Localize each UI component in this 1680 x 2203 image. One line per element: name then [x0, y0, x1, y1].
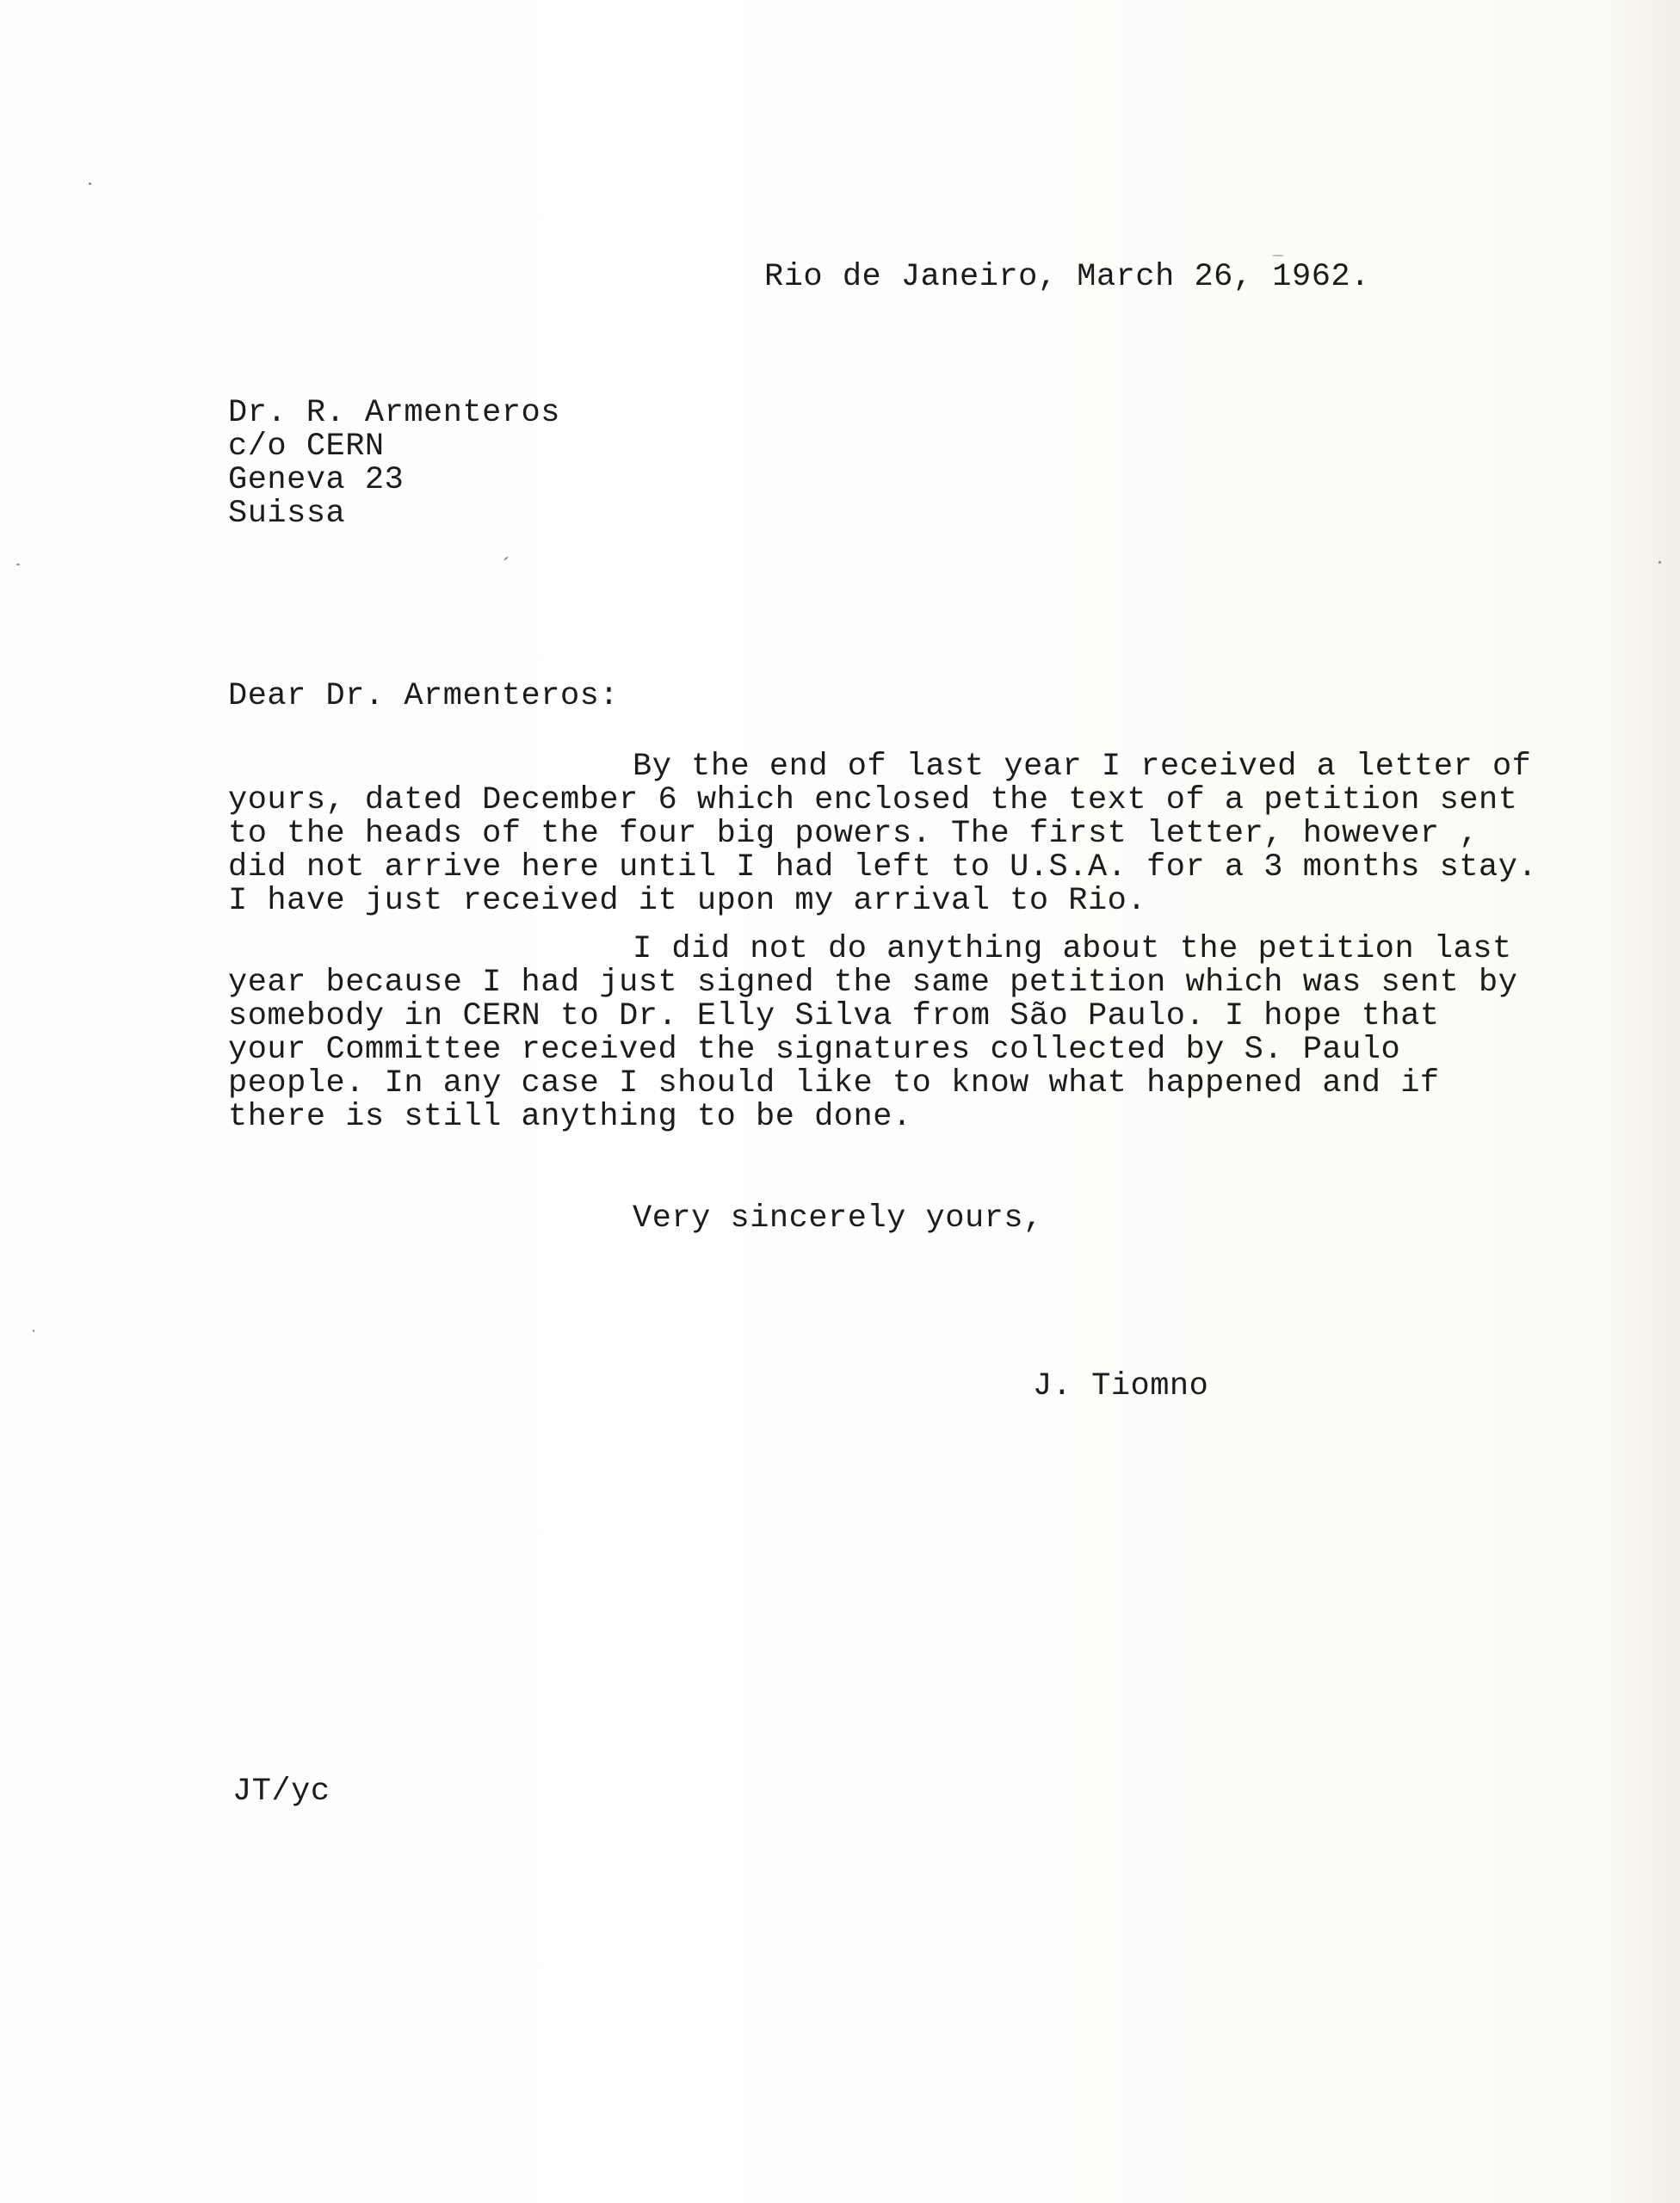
paragraph2-line: people. In any case I should like to know what happened and if [228, 1065, 1440, 1102]
paper-speck [89, 182, 91, 185]
address-line-co: c/o CERN [228, 429, 385, 465]
signature: J. Tiomno [1033, 1368, 1209, 1404]
paragraph2-line: your Committee received the signatures collected by S. Paulo [228, 1032, 1401, 1068]
paper-speck [1658, 561, 1661, 564]
paragraph2-line: there is still anything to be done. [228, 1099, 912, 1135]
paper-speck [503, 556, 509, 560]
paragraph1-line: did not arrive here until I had left to U.S.A. for a 3 months stay. [228, 849, 1538, 886]
paper-speck [1272, 255, 1284, 256]
address-line-name: Dr. R. Armenteros [228, 395, 560, 431]
salutation: Dear Dr. Armenteros: [228, 678, 620, 714]
address-line-city: Geneva 23 [228, 462, 405, 498]
paragraph2-line: somebody in CERN to Dr. Elly Silva from São Paulo. I hope that [228, 998, 1440, 1034]
dateline: Rio de Janeiro, March 26, 1962. [764, 259, 1370, 295]
paper-speck [33, 1330, 34, 1332]
paragraph1-line: to the heads of the four big powers. The first letter, however , [228, 816, 1479, 852]
address-line-country: Suissa [228, 496, 346, 532]
paragraph2-line: year because I had just signed the same petition which was sent by [228, 965, 1518, 1001]
paragraph1-line: yours, dated December 6 which enclosed the text of a petition sent [228, 782, 1518, 818]
paragraph1-line: By the end of last year I received a letter of [633, 749, 1532, 785]
paragraph2-line: I did not do anything about the petition last [633, 931, 1512, 967]
closing: Very sincerely yours, [633, 1200, 1043, 1237]
paragraph1-line: I have just received it upon my arrival to Rio. [228, 883, 1147, 919]
typist-initials: JT/yc [232, 1774, 330, 1810]
paper-speck [16, 564, 20, 565]
